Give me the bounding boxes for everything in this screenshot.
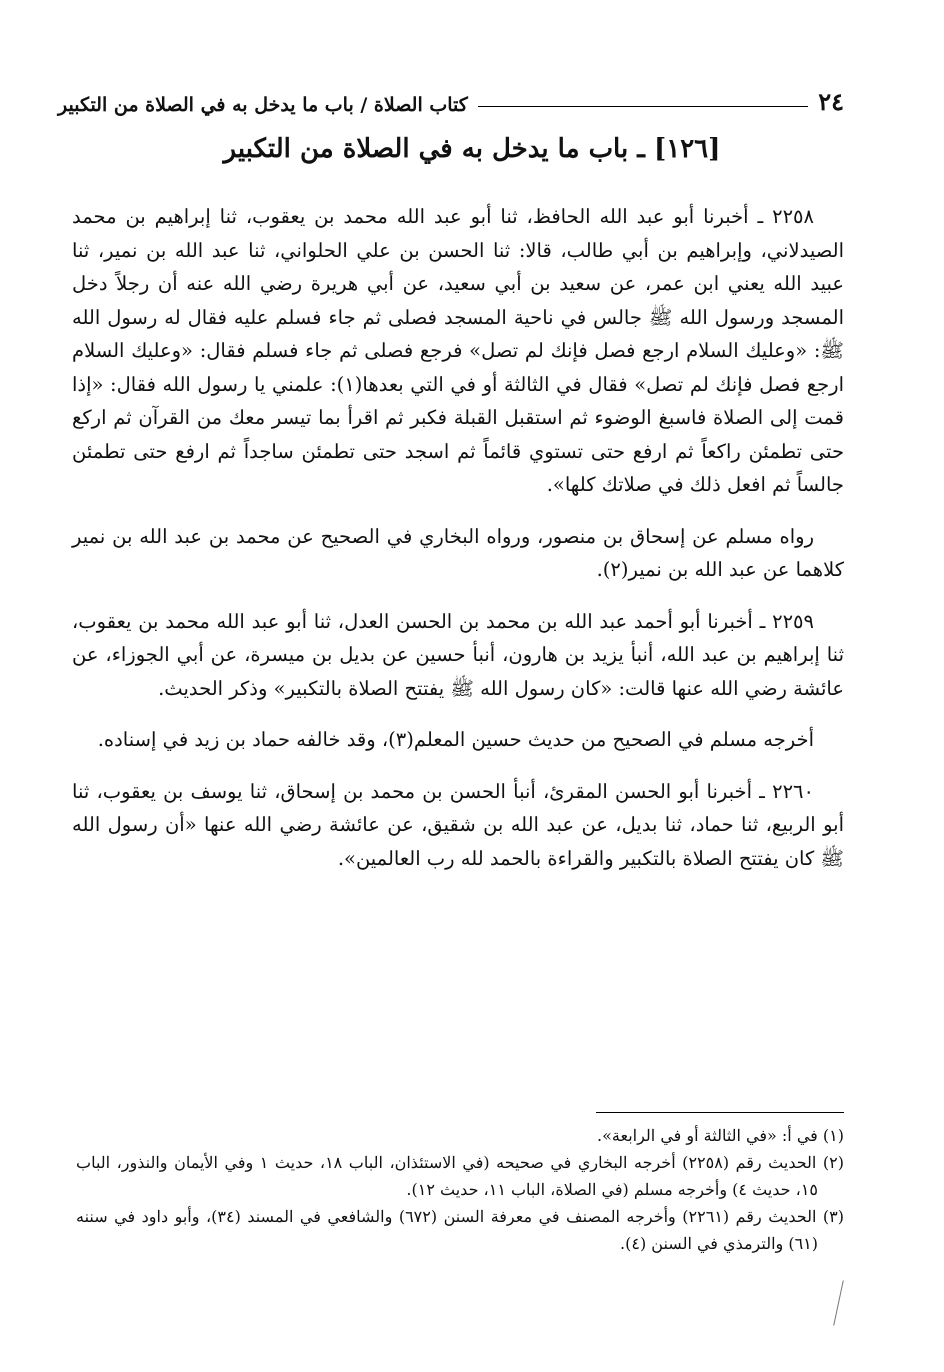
page-header [58,72,844,116]
main-text [72,200,844,893]
hadith-2258: ٢٢٥٨ ـ أخبرنا أبو عبد الله الحافظ، ثنا أبو عبد الله محمد بن يعقوب، ثنا إبراهيم بن محمد الصيدلاني، وإبراهيم بن أبي طالب، قالا: ثنا الحسن بن علي الحلواني، ثنا عبد الله بن نمير، ثنا عبيد الله يعني ابن عمر، عن سعيد بن أبي سعيد، عن أبي هريرة رضي الله عنه أن رجلاً دخل المسجد ورسول الله ﷺ جالس في ناحية المسجد فصلى ثم جاء فسلم عليه فقال له رسول الله ﷺ: «وعليك السلام ارجع فصل فإنك لم تصل» فرجع فصلى ثم جاء فسلم فقال: «وعليك السلام ارجع فصل فإنك لم تصل» فقال في الثالثة أو في التي بعدها(١): علمني يا رسول الله فقال: «إذا قمت إلى الصلاة فاسبغ الوضوء ثم استقبل القبلة فكبر ثم اقرأ بما تيسر معك من القرآن ثم اركع حتى تطمئن راكعاً ثم ارفع حتى تستوي قائماً ثم اسجد حتى تطمئن ساجداً ثم ارفع حتى تطمئن جالساً ثم افعل ذلك في صلاتك كلها». [72,205,844,496]
hadith-2259: ٢٢٥٩ ـ أخبرنا أبو أحمد عبد الله بن محمد بن الحسن العدل، ثنا أبو عبد الله محمد بن يعقوب، ثنا إبراهيم بن عبد الله، أنبأ يزيد بن هارون، أنبأ حسين عن بديل بن ميسرة، عن أبي الجوزاء، عن عائشة رضي الله عنها قالت: «كان رسول الله ﷺ يفتتح الصلاة بالتكبير» وذكر الحديث. [72,609,844,700]
commentary-2259: أخرجه مسلم في الصحيح من حديث حسين المعلم(٣)، وقد خالفه حماد بن زيد في إسناده. [97,728,814,751]
hadith-2260: ٢٢٦٠ ـ أخبرنا أبو الحسن المقرئ، أنبأ الحسن بن محمد بن إسحاق، ثنا يوسف بن يعقوب، ثنا أبو الربيع، ثنا حماد، ثنا بديل، عن عبد الله بن شقيق، عن عائشة رضي الله عنها «أن رسول الله ﷺ كان يفتتح الصلاة بالتكبير والقراءة بالحمد لله رب العالمين». [72,779,844,870]
header-rule [478,106,808,107]
chapter-title: [١٢٦] ـ باب ما يدخل به في الصلاة من التكبير [223,134,721,164]
footnote-separator [596,1112,844,1113]
commentary-2258: رواه مسلم عن إسحاق بن منصور، ورواه البخاري في الصحيح عن محمد بن عبد الله بن نمير كلاهما عن عبد الله بن نمير(٢). [72,524,844,581]
footnotes [76,1122,844,1257]
running-head: كتاب الصلاة / باب ما يدخل به في الصلاة من التكبير [58,94,468,116]
footnote-2: (٢) الحديث رقم (٢٢٥٨) أخرجه البخاري في صحيحه (في الاستئذان، الباب ١٨، حديث ١ وفي الأيمان والنذور، الباب ١٥، حديث ٤) وأخرجه مسلم (في الصلاة، الباب ١١، حديث ١٢). [76,1153,845,1199]
margin-pencil-mark [833,1280,844,1325]
footnote-3: (٣) الحديث رقم (٢٢٦١) وأخرجه المصنف في معرفة السنن (٦٧٢) والشافعي في المسند (٣٤)، وأبو داود في سننه (٦١) والترمذي في السنن (٤). [76,1207,845,1253]
footnote-1: (١) في أ: «في الثالثة أو في الرابعة». [597,1126,844,1145]
page-number: ٢٤ [818,87,844,116]
